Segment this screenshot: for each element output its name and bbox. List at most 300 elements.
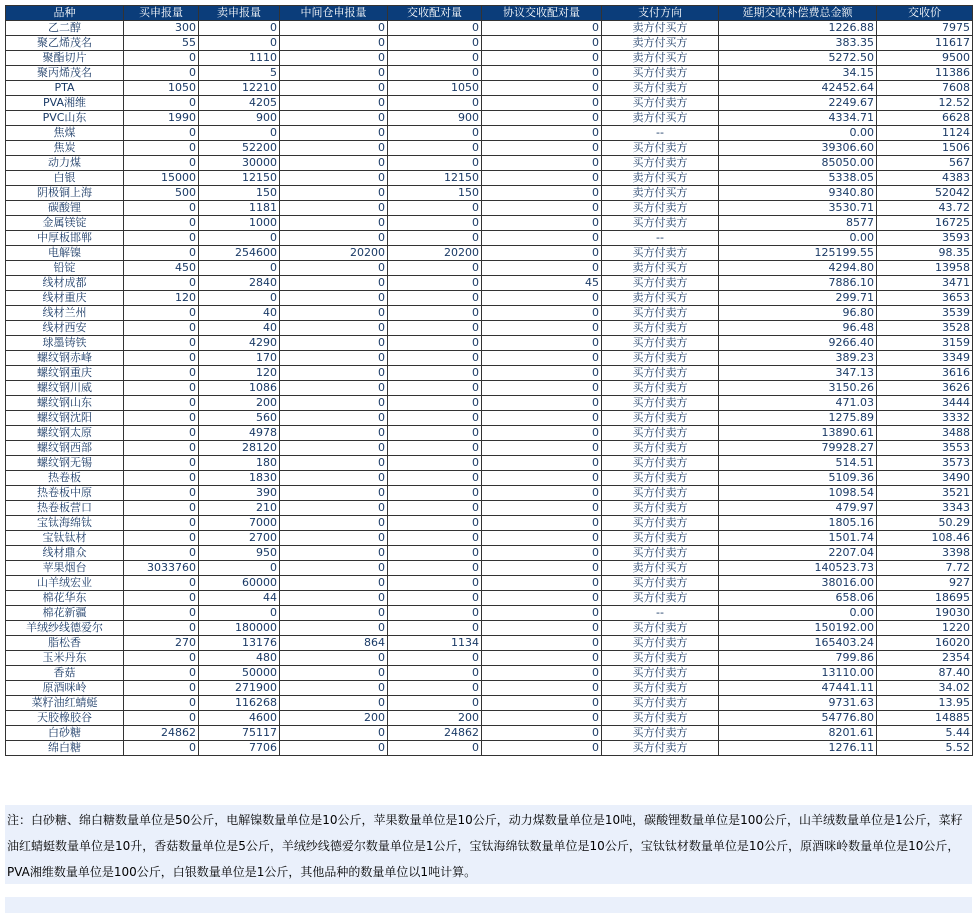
table-cell: 0 [280,66,388,81]
table-cell: 300 [124,21,199,36]
table-cell: 0 [482,531,602,546]
table-row [6,501,973,516]
table-cell: 39306.60 [719,141,877,156]
table-cell: 390 [199,486,280,501]
table-row [6,306,973,321]
table-cell: 7706 [199,741,280,756]
table-cell: 0 [388,681,482,696]
table-cell: 买方付卖方 [602,591,719,606]
table-row [6,591,973,606]
table-cell: 125199.55 [719,246,877,261]
table-cell: 0 [388,516,482,531]
table-cell: 0 [199,561,280,576]
table-cell: 0 [388,426,482,441]
table-cell: 12150 [199,171,280,186]
product-name-cell: 绵白糖 [6,741,124,756]
table-row [6,291,973,306]
table-cell: 50.29 [877,516,973,531]
table-cell: 0 [482,351,602,366]
table-cell: 0 [280,726,388,741]
table-cell: 买方付卖方 [602,201,719,216]
table-cell: 0 [388,291,482,306]
table-cell: 买方付卖方 [602,486,719,501]
table-cell: 0 [388,321,482,336]
table-cell: 1506 [877,141,973,156]
table-cell: 0 [388,261,482,276]
table-row [6,516,973,531]
table-cell: 0 [124,411,199,426]
table-cell: 96.80 [719,306,877,321]
table-cell: 0 [388,351,482,366]
table-cell: 3398 [877,546,973,561]
table-cell: 0 [388,231,482,246]
table-cell: 0 [280,441,388,456]
table-row [6,201,973,216]
table-cell: 0 [482,186,602,201]
table-cell: 0 [124,321,199,336]
table-cell: 11617 [877,36,973,51]
table-cell: 买方付卖方 [602,456,719,471]
table-cell: 1805.16 [719,516,877,531]
table-cell: 0 [280,741,388,756]
table-cell: 1000 [199,216,280,231]
product-name-cell: 山羊绒宏业 [6,576,124,591]
table-cell: 0 [482,411,602,426]
table-cell: 60000 [199,576,280,591]
table-cell: 0 [280,366,388,381]
table-cell: 0 [482,636,602,651]
table-cell: 18695 [877,591,973,606]
table-cell: 0 [482,561,602,576]
product-name-cell: 螺纹钢川威 [6,381,124,396]
table-cell: 卖方付买方 [602,561,719,576]
product-name-cell: 宝钛海绵钛 [6,516,124,531]
table-cell: 0 [482,201,602,216]
table-cell: 3444 [877,396,973,411]
table-cell: 2207.04 [719,546,877,561]
table-row [6,66,973,81]
table-cell: 389.23 [719,351,877,366]
table-cell: 0 [280,351,388,366]
table-cell: 5338.05 [719,171,877,186]
table-cell: 108.46 [877,531,973,546]
table-cell: 0 [482,261,602,276]
table-row [6,126,973,141]
table-cell: 0 [280,666,388,681]
table-cell: 1275.89 [719,411,877,426]
table-cell: 0 [280,591,388,606]
table-cell: 0 [280,291,388,306]
product-name-cell: 螺纹钢沈阳 [6,411,124,426]
table-cell: 0 [482,141,602,156]
table-row [6,246,973,261]
product-name-cell: 菜籽油红蜻蜓 [6,696,124,711]
table-cell: 0 [280,21,388,36]
table-cell: 8577 [719,216,877,231]
table-cell: 买方付卖方 [602,621,719,636]
table-row [6,111,973,126]
table-row [6,681,973,696]
table-row [6,621,973,636]
product-name-cell: 苹果烟台 [6,561,124,576]
table-cell: 1098.54 [719,486,877,501]
table-cell: 0 [482,726,602,741]
table-cell: 买方付卖方 [602,696,719,711]
table-cell: 0 [482,81,602,96]
column-header: 卖申报量 [199,6,280,21]
table-row [6,336,973,351]
table-cell: 150 [388,186,482,201]
table-cell: 0 [124,51,199,66]
table-row [6,411,973,426]
table-cell: 0 [482,471,602,486]
table-cell: 买方付卖方 [602,666,719,681]
table-cell: 0 [280,81,388,96]
table-cell: 20200 [280,246,388,261]
table-cell: 20200 [388,246,482,261]
table-cell: 2700 [199,531,280,546]
table-cell: 270 [124,636,199,651]
table-row [6,546,973,561]
table-cell: 0 [280,486,388,501]
table-cell: 0 [482,381,602,396]
table-cell: 卖方付买方 [602,36,719,51]
table-cell: 0 [388,696,482,711]
table-cell: 383.35 [719,36,877,51]
table-cell: 0 [388,546,482,561]
table-cell: 30000 [199,156,280,171]
table-row [6,381,973,396]
table-cell: 买方付卖方 [602,576,719,591]
table-cell: 3343 [877,501,973,516]
table-cell: 0.00 [719,606,877,621]
table-cell: 87.40 [877,666,973,681]
table-cell: 1830 [199,471,280,486]
table-cell: 0 [482,606,602,621]
product-name-cell: 羊绒纱线德爱尔 [6,621,124,636]
table-cell: 7886.10 [719,276,877,291]
product-name-cell: 焦煤 [6,126,124,141]
table-cell: 0 [124,231,199,246]
table-cell: 0 [124,216,199,231]
table-cell: 0 [388,66,482,81]
table-cell: 5 [199,66,280,81]
product-name-cell: 热卷板 [6,471,124,486]
table-cell: 买方付卖方 [602,651,719,666]
table-cell: 950 [199,546,280,561]
table-cell: 13176 [199,636,280,651]
table-cell: 0 [482,126,602,141]
table-row [6,21,973,36]
table-row [6,51,973,66]
table-cell: 0 [124,486,199,501]
product-name-cell: 螺纹钢太原 [6,426,124,441]
table-cell: 799.86 [719,651,877,666]
table-cell: 0 [388,21,482,36]
table-cell: 买方付卖方 [602,366,719,381]
table-row [6,36,973,51]
table-cell: 3332 [877,411,973,426]
column-header: 中间仓申报量 [280,6,388,21]
table-cell: 3490 [877,471,973,486]
table-cell: 12210 [199,81,280,96]
table-cell: 0 [124,651,199,666]
table-cell: 0 [280,141,388,156]
table-cell: 卖方付买方 [602,261,719,276]
product-name-cell: 聚乙烯茂名 [6,36,124,51]
table-cell: 40 [199,306,280,321]
table-cell: 0 [388,456,482,471]
table-cell: 5.52 [877,741,973,756]
table-cell: 0 [482,741,602,756]
table-cell: 0 [280,111,388,126]
table-cell: 0 [280,411,388,426]
table-cell: 1050 [388,81,482,96]
table-row [6,96,973,111]
table-cell: 5272.50 [719,51,877,66]
table-cell: 0 [280,126,388,141]
table-row [6,171,973,186]
table-cell: 0 [124,246,199,261]
table-cell: 0 [388,36,482,51]
table-cell: 0 [280,621,388,636]
column-header: 协议交收配对量 [482,6,602,21]
table-cell: 0 [482,291,602,306]
table-row [6,216,973,231]
table-cell: 4205 [199,96,280,111]
table-cell: 658.06 [719,591,877,606]
table-cell: 0 [280,156,388,171]
table-cell: -- [602,231,719,246]
table-cell: 买方付卖方 [602,546,719,561]
table-cell: 0 [482,426,602,441]
table-cell: 3471 [877,276,973,291]
table-cell: 9731.63 [719,696,877,711]
table-cell: 0 [124,396,199,411]
table-cell: 0 [388,306,482,321]
product-name-cell: PTA [6,81,124,96]
table-cell: 0 [482,651,602,666]
table-cell: 3150.26 [719,381,877,396]
table-row [6,456,973,471]
product-name-cell: 热卷板中原 [6,486,124,501]
table-cell: 150192.00 [719,621,877,636]
table-cell: 0 [124,96,199,111]
table-cell: 0 [482,36,602,51]
table-cell: 480 [199,651,280,666]
product-name-cell: 聚丙烯茂名 [6,66,124,81]
table-cell: 3521 [877,486,973,501]
table-cell: 3593 [877,231,973,246]
table-cell: 0 [388,651,482,666]
table-cell: 45 [482,276,602,291]
table-cell: 927 [877,576,973,591]
table-cell: 0 [280,51,388,66]
table-cell: 0 [124,456,199,471]
table-cell: 0 [280,531,388,546]
table-cell: 165403.24 [719,636,877,651]
table-cell: 0 [280,321,388,336]
table-cell: 0 [124,351,199,366]
table-cell: 0 [388,51,482,66]
table-cell: 0 [482,576,602,591]
product-name-cell: 碳酸锂 [6,201,124,216]
table-row [6,396,973,411]
delivery-table [5,5,973,756]
table-cell: 0 [388,141,482,156]
table-row [6,666,973,681]
table-cell: 0 [199,36,280,51]
table-cell: 0 [388,576,482,591]
table-cell: 0 [280,426,388,441]
table-cell: 卖方付买方 [602,171,719,186]
table-cell: 43.72 [877,201,973,216]
table-row [6,261,973,276]
table-cell: 3653 [877,291,973,306]
table-cell: 13110.00 [719,666,877,681]
table-row [6,426,973,441]
table-cell: 买方付卖方 [602,246,719,261]
table-cell: 14885 [877,711,973,726]
product-name-cell: 球墨铸铁 [6,336,124,351]
table-cell: 40 [199,321,280,336]
table-cell: 买方付卖方 [602,501,719,516]
table-cell: 560 [199,411,280,426]
product-name-cell: 脂松香 [6,636,124,651]
table-cell: 1990 [124,111,199,126]
table-cell: 3488 [877,426,973,441]
table-cell: 0 [388,501,482,516]
unit-note: 注：白砂糖、绵白糖数量单位是50公斤，电解镍数量单位是10公斤，苹果数量单位是10公斤，动力煤数量单位是10吨，碳酸锂数量单位是100公斤，山羊绒数量单位是1公斤，菜籽油红蜻蜓数量单位是10升，香菇数量单位是5公斤，羊绒纱线德爱尔数量单位是1公斤，宝钛海绵钛数量单位是10公斤，宝钛钛材数量单位是10公斤，原酒咪岭数量单位是10公斤，PVA湘维数量单位是100公斤，白银数量单位是1公斤，其他品种的数量单位以1吨计算。 [5,805,972,884]
table-cell: 24862 [388,726,482,741]
table-cell: 0 [124,711,199,726]
table-row [6,141,973,156]
table-cell: 150 [199,186,280,201]
table-cell: 0 [388,621,482,636]
table-cell: 买方付卖方 [602,711,719,726]
table-cell: 0 [124,621,199,636]
table-cell: 44 [199,591,280,606]
table-cell: 0 [482,96,602,111]
table-row [6,741,973,756]
product-name-cell: 线材兰州 [6,306,124,321]
table-cell: 0 [482,546,602,561]
table-cell: 0 [124,471,199,486]
table-cell: 479.97 [719,501,877,516]
product-name-cell: 热卷板营口 [6,501,124,516]
product-name-cell: 阴极铜上海 [6,186,124,201]
table-row [6,651,973,666]
table-cell: 0 [124,336,199,351]
table-cell: 3159 [877,336,973,351]
table-cell: 0 [482,516,602,531]
table-cell: 0 [124,276,199,291]
table-cell: 0 [388,156,482,171]
table-cell: 50000 [199,666,280,681]
table-cell: 0 [388,666,482,681]
product-name-cell: PVA湘维 [6,96,124,111]
table-cell: 3616 [877,366,973,381]
table-cell: 28120 [199,441,280,456]
table-cell: 0 [280,576,388,591]
table-cell: 200 [199,396,280,411]
table-cell: 13.95 [877,696,973,711]
table-cell: 254600 [199,246,280,261]
table-cell: 864 [280,636,388,651]
table-cell: 0 [388,486,482,501]
table-cell: 2840 [199,276,280,291]
table-cell: 0 [388,561,482,576]
table-cell: 0 [388,126,482,141]
table-cell: 1110 [199,51,280,66]
table-cell: 0 [482,591,602,606]
table-cell: 900 [388,111,482,126]
table-cell: 0 [388,591,482,606]
table-cell: 0 [280,306,388,321]
table-cell: 347.13 [719,366,877,381]
table-cell: 0 [482,336,602,351]
table-cell: 180000 [199,621,280,636]
table-cell: 0 [199,291,280,306]
table-cell: 1276.11 [719,741,877,756]
table-cell: 0 [482,366,602,381]
table-cell: 0 [388,741,482,756]
table-row [6,576,973,591]
table-cell: 19030 [877,606,973,621]
table-row [6,321,973,336]
table-cell: 买方付卖方 [602,276,719,291]
product-name-cell: 聚酯切片 [6,51,124,66]
table-cell: 买方付卖方 [602,636,719,651]
table-cell: 买方付卖方 [602,141,719,156]
table-cell: 0 [388,396,482,411]
table-cell: 0 [482,621,602,636]
table-cell: 900 [199,111,280,126]
table-cell: 0 [280,516,388,531]
table-cell: 买方付卖方 [602,81,719,96]
table-cell: 买方付卖方 [602,471,719,486]
table-cell: 卖方付买方 [602,291,719,306]
product-name-cell: 金属镁锭 [6,216,124,231]
table-cell: 0 [124,141,199,156]
table-cell: 180 [199,456,280,471]
table-cell: 52200 [199,141,280,156]
product-name-cell: 螺纹钢赤峰 [6,351,124,366]
table-cell: 0 [199,21,280,36]
table-cell: 0 [482,246,602,261]
table-cell: 3530.71 [719,201,877,216]
table-cell: 卖方付买方 [602,111,719,126]
table-row [6,531,973,546]
table-cell: 1226.88 [719,21,877,36]
table-cell: 85050.00 [719,156,877,171]
table-cell: 3553 [877,441,973,456]
product-name-cell: 螺纹钢山东 [6,396,124,411]
table-cell: 3033760 [124,561,199,576]
table-cell: 0 [124,66,199,81]
product-name-cell: 白银 [6,171,124,186]
table-cell: 8201.61 [719,726,877,741]
product-name-cell: 宝钛钛材 [6,531,124,546]
table-row [6,606,973,621]
table-cell: 2354 [877,651,973,666]
table-cell: 13890.61 [719,426,877,441]
table-cell: 0 [124,426,199,441]
table-cell: 买方付卖方 [602,426,719,441]
table-cell: 0 [124,546,199,561]
column-header: 延期交收补偿费总金额 [719,6,877,21]
table-cell: 1086 [199,381,280,396]
